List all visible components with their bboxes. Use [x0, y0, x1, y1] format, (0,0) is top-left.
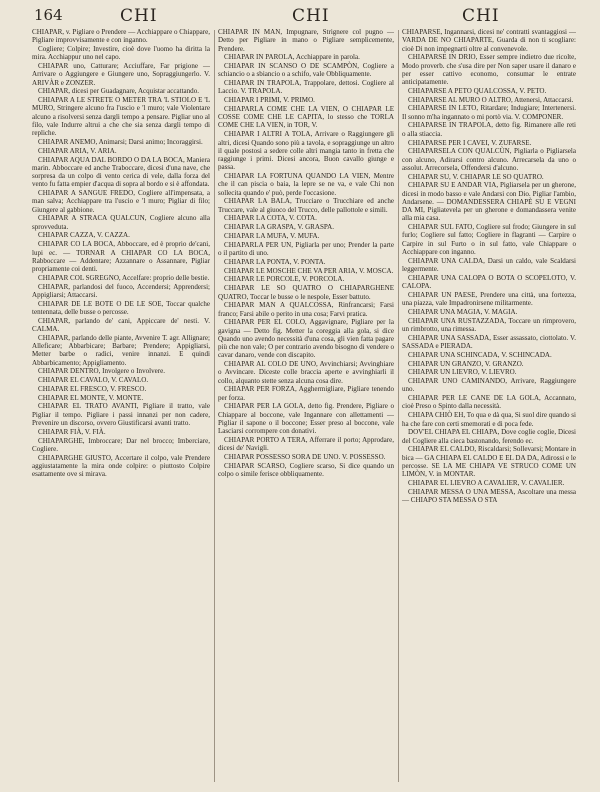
- dictionary-entry: CHIAPARSELA CON QUALCÙN, Pigliarla o Pigliarsela con alcuno, Adirarsi contro alcuno. Arrecarsela da uno o assolut. Arrecorsela, Offendersi d'alcuno.: [402, 147, 576, 172]
- dictionary-entry: CHIAPAR UN PAESE, Prendere una città, una fortezza, una piazza, vale Impadronirsene militarmente.: [402, 290, 576, 308]
- dictionary-entry: CHIAPAR SCARSO, Cogliere scarso, Si dice quando un colpo o simile ferisce obbliquamente.: [218, 461, 394, 479]
- dictionary-entry: CHIAPAR ANEMO, Animarsi; Darsi animo; Incoraggirsi.: [38, 137, 203, 146]
- dictionary-entry: CHIAPAR SUL FATO, Cogliere sul frodo; Giungere in sul furlo; Cogliere sul fatto; Cogliere in flagranti — Carpire o Carpire in sul Furto o in sul fatto, vale Chiappare o Acchiappare con inganno.: [402, 223, 576, 256]
- dictionary-entry: CHIAPAR I ALTRI A TOLA, Arrivare o Raggiungere gli altri, dicesi Quando sono più a tavola, e sopraggiunge un altro il quale postosi a sedere colle altri mangia tanto in fretta che raggiunge i primi. Dicesi ancora, Buon cavallo giunge e passa.: [218, 130, 394, 172]
- dictionary-entry: CHIAPAR LA GRASPA, V. GRASPA.: [224, 223, 334, 232]
- dictionary-entry: CHIAPAR POSSESSO SORA DE UNO. V. POSSESSO.: [224, 453, 386, 462]
- dictionary-entry: CHIAPAR DE LE BOTE O DE LE SOE, Toccar qualche tentennata, delle busse o percosse.: [32, 299, 210, 316]
- dictionary-entry: CHIAPAR LE SO QUATRO O CHIAPARGHENE QUATRO, Toccar le busse o le nespole, Esser battuto.: [218, 284, 394, 301]
- dictionary-entry: CHIAPAR, parlando de' cani, Appiccare de' nesti. V. CALMA.: [32, 316, 210, 333]
- dictionary-entry: CHIAPARSE AL MURO O ALTRO, Attenersi, Attaccarsi.: [408, 95, 574, 104]
- dictionary-entry: DOV'EL CHIAPA EL CHIAPA, Dove coglie coglie, Dicesi del Cogliere alla cieca bastonando, ferendo ec.: [402, 428, 576, 445]
- dictionary-entry: CHIAPAR AL COLO DE UNO, Avvinchiarsi; Avvinghiare o Avvincare. Diceste colle braccia aperte e avvinghiarli il collo, alquanto stette senza alcuna cosa dire.: [218, 360, 394, 385]
- dictionary-entry: CHIAPAR, dicesi per Guadagnare, Acquistar accattando.: [38, 87, 199, 96]
- dictionary-entry: CHIAPAR A STRACA QUALCUN, Cogliere alcuno alla sprovveduta.: [32, 214, 210, 231]
- column-right: [402, 28, 576, 784]
- dictionary-entry: CHIAPARLA PER UN, Pigliarla per uno; Prender la parte o il partito di uno.: [218, 240, 394, 258]
- running-head-right: CHI: [462, 6, 500, 26]
- dictionary-entry: CHIAPAR LA PONTA, V. PONTA.: [224, 257, 326, 266]
- dictionary-entry: CHIAPAR UNA CALOPA O BOTA O SCOPELOTO, V. CALOPA.: [402, 273, 576, 291]
- dictionary-entry: CHIAPAR MAN A QUALCOSSA, Rinfrancarsi; Farsi franco; Farsi abile o perito in una cosa; Farvi pratica.: [218, 301, 394, 318]
- dictionary-entry: CHIAPAR, v. Pigliare o Prendere — Acchiappare o Chiappare, Pigliare improvvisamente e con inganno.: [32, 28, 210, 45]
- running-head-left: CHI: [120, 6, 158, 26]
- dictionary-entry: CHIAPAR I PRIMI, V. PRIMO.: [224, 96, 315, 105]
- dictionary-entry: CHIAPAR PER LE CANE DE LA GOLA, Accannato, cioè Preso o Spinto dalla necessità.: [402, 394, 576, 411]
- dictionary-entry: CHIAPAR MESSA O UNA MESSA, Ascoltare una messa — CHIAPO STA MESSA O STA: [402, 487, 576, 504]
- dictionary-entry: CHIAPAR CO LA BOCA, Abboccare, ed è proprio de'cani, lupi ec. — TORNAR A CHIAPAR CO LA BOCA, Rabboccare — Addentare; Azzannare o Assannare, Pigliar propriamente coi denti.: [32, 240, 210, 274]
- dictionary-entry: CHIAPAR EL FRESCO, V. FRESCO.: [38, 384, 147, 393]
- dictionary-entry: CHIAPAR UN GRANZO, V. GRANZO.: [408, 359, 524, 368]
- dictionary-entry: CHIAPAR PER EL COLO, Aggavignare, Pigliare per la gavigna — Detto fig. Metter la coreggia alla gola, si dice Quando uno avendo necessità d'una cosa, gli vien fatta pagare più che non vale; O per contrario avendo bisogno di vendere o cavar danaro, vende con discapito.: [218, 318, 394, 360]
- dictionary-entry: CHIAPAR EL LIEVRO A CAVALIER, V. CAVALIER.: [408, 478, 565, 487]
- column-divider: [214, 30, 215, 782]
- running-head-center: CHI: [292, 6, 330, 26]
- dictionary-entry: CHIAPARSE PER I CAVEI, V. ZUFARSE.: [408, 138, 532, 147]
- dictionary-entry: CHIAPAR FIÀ, V. FIÀ.: [38, 427, 106, 436]
- dictionary-entry: CHIAPAR UNA SCHINCADA, V. SCHINCADA.: [408, 350, 552, 359]
- dictionary-entry: CHIAPAR LE PORCOLE, V. PORCOLA.: [224, 275, 345, 284]
- dictionary-entry: CHIAPAR SU E ANDAR VIA, Pigliarsela per un gherone, dicesi in modo basso e vale Andarsi con Dio. Pigliar l'ambio, Andarsene. — DOMANDESSERA CHIAPÈ SU E VEGNI DA MI, Pigliatevela per un gherone e domandassera venite alla mia casa.: [402, 181, 576, 223]
- dictionary-entry: CHIAPAR LA COTA, V. COTA.: [224, 214, 317, 223]
- dictionary-entry: CHIAPARSE IN DRIO, Esser sempre indietro due ricolte, Modo proverb. che s'usa dire per Non saper usare il danaro e per esser cattivo economo, consumar le entrate anticipatamente.: [402, 53, 576, 87]
- dictionary-entry: CHIAPARGHE GIUSTO, Accertare il colpo, vale Prendere aggiustatamente la mira onde colpire: o piuttosto Colpire esattamente ove si mirava.: [32, 453, 210, 479]
- dictionary-entry: CHIAPAR PER FORZA, Agghermigliare, Pigliare tenendo per forza.: [218, 385, 394, 402]
- column-middle: [218, 28, 394, 784]
- dictionary-entry: CHIAPAR, parlandosi del fuoco, Accendersi; Apprendersi; Appigliarsi; Attaccarsi.: [32, 282, 210, 299]
- dictionary-entry: CHIAPAR IN MAN, Impugnare, Strignere col pugno — Detto per Pigliare in mano o Pigliare semplicemente, Prendere.: [218, 28, 394, 53]
- dictionary-entry: CHIAPAR UNA RUSTAZZADA, Toccare un rimprovero, un rimbrotto, una rimessa.: [402, 316, 576, 333]
- dictionary-entry: CHIAPAR PER LA GOLA, detto fig. Prendere, Pigliare o Chiappare al boccone, vale Ingannare con allettamenti — Pigliar il sapone o il boccone; Esser preso al boccone, vale Lasciarsi corrompere con donativi.: [218, 402, 394, 436]
- dictionary-entry: CHIAPARSE IN TRAPOLA, detto fig. Rimanere alle reti o alla stiaccia.: [402, 121, 576, 138]
- dictionary-entry: CHIAPAR LA MUFA, V. MUFA.: [224, 232, 320, 241]
- dictionary-entry: CHIAPARGHE, Imbroccare; Dar nel brocco; Imberciare, Cogliere.: [32, 436, 210, 453]
- dictionary-entry: CHIAPAR AQUA DAL BORDO O DA LA BOCA, Maniera marin. Abboccare ed anche Traboccare, dicesi d'una nave, che sorpresa da un colpo di vento cerica di vele, dalla forza del vento fu fatta empier d'acqua di sopra al bordo e si è affondata.: [32, 155, 210, 189]
- dictionary-entry: CHIAPAR DENTRO, Involgere o Involvere.: [38, 367, 165, 376]
- dictionary-entry: CHIAPARSE A PETO QUALCOSSA, V. PETO.: [408, 86, 547, 95]
- dictionary-entry: CHIAPARSE IN LETO, Ritardare; Indugiare; Intertenersi. Il sonno m'ha ingannato o mi portò via. V. COMPONER.: [402, 104, 576, 121]
- dictionary-entry: CHIAPAR IN PAROLA, Acchiappare in parola.: [224, 53, 360, 62]
- dictionary-entry: CHIAPAR ARIA, V. ARIA.: [38, 146, 117, 155]
- dictionary-entry: CHIAPAR LA FORTUNA QUANDO LA VIEN, Mentre che il can piscia o baia, la lepre se ne va, e vale Chi non sollecita quando e' può, perde l'occasione.: [218, 172, 394, 197]
- dictionary-entry: CHIAPAR UNA CALDA, Darsi un caldo, vale Scaldarsi leggermente.: [402, 256, 576, 274]
- dictionary-entry: CHIAPAR LA BALA, Trucciare o Trucchiare ed anche Truccare, vale al giuoco del Trucco, delle pallottole e simili.: [218, 197, 394, 214]
- dictionary-entry: CHIAPAR UNO CAMINANDO, Arrivare, Raggiungere uno.: [402, 377, 576, 394]
- dictionary-entry: CHIAPAR PORTO A TERA, Afferrare il porto; Approdare, dicesi de' Navigli.: [218, 436, 394, 453]
- dictionary-entry: Cogliere; Colpire; Investire, cioè dove l'uomo ha diritta la mira. Acchiappur uno nel capo.: [32, 45, 210, 62]
- dictionary-entry: CHIAPAR UN LIEVRO, V. LIEVRO.: [408, 368, 517, 377]
- dictionary-entry: CHIAPAR A SANGUE FREDO, Cogliere all'impensata, a man salva; Acchiappare tra l'uscio e 'l muro; Pigliar di filo; Giungere al gabbione.: [32, 189, 210, 214]
- dictionary-entry: CHIAPAR A LE STRETE O METER TRA 'L STIOLO E 'L MURO, Stringere alcuno fra l'uscio e 'l muro; vale Violentare alcuno a risolversi senza dargli tempo a pensare. Pigliar uno al filo, vale Indurre altrui a che che sia senza dargli tempo di repliche.: [32, 96, 210, 138]
- column-left: [32, 28, 210, 784]
- dictionary-entry: CHIAPAR UNA MAGIA, V. MAGIA.: [408, 307, 518, 316]
- dictionary-entry: CHIAPAR EL CAVALO, V. CAVALO.: [38, 376, 149, 385]
- dictionary-entry: CHIAPAR uno, Catturare; Acciuffare, Far prigione — Arrivare o Aggiungere e Giungere uno, Sopraggiungerlo. V. ARIVÀR e ZONZER.: [32, 62, 210, 87]
- dictionary-entry: CHIAPA CHIÒ EH, To qua e dà qua, Si suol dire quando si ha che fare con certi smemorati e di poca fede.: [402, 411, 576, 428]
- dictionary-entry: CHIAPAR IN TRAPOLA, Trappolare, dettosi. Cogliere al Laccio. V. TRAPOLA.: [218, 79, 394, 96]
- dictionary-entry: CHIAPAR EL MONTE, V. MONTE.: [38, 393, 144, 402]
- dictionary-entry: CHIAPAR IN SCANSO O DE SCAMPÒN, Cogliere a schiancio o a sbiancio o a schifo, vale Obbliquamente.: [218, 62, 394, 79]
- dictionary-entry: CHIAPAR CAZZA, V. CAZZA.: [38, 231, 130, 240]
- dictionary-entry: CHIAPAR UNA SASSADA, Esser assassato, ciottolato. V. SASSADA e PIERADA.: [402, 333, 576, 350]
- dictionary-entry: CHIAPARLA COME CHE LA VIEN, O CHIAPAR LE COSSE COME CHE LE CAPITA, lo stesso che TORLA COME CHE LA VIEN, in TOR, V.: [218, 104, 394, 130]
- dictionary-entry: CHIAPAR LE MOSCHE CHE VA PER ARIA, V. MOSCA.: [224, 266, 394, 275]
- page-number: 164: [34, 6, 63, 24]
- dictionary-entry: CHIAPAR SU, V. CHIAPAR LE SO QUATRO.: [408, 172, 544, 181]
- dictionary-entry: CHIAPAR COL SGREGNO, Accelfare: proprio delle bestie.: [38, 273, 210, 282]
- dictionary-entry: CHIAPAR EL CALDO, Riscaldarsi; Sollevarsi; Montare in bica — GA CHIAPA EL CALDO E EL DA DA, Adirossi e le percosse. SE LA ME CHIAPA VE STRUCO COME UN LIMÒN, V. in MONTAR.: [402, 445, 576, 479]
- column-divider: [398, 30, 399, 782]
- dictionary-entry: CHIAPARSE, Ingannarsi, dicesi ne' contratti svantaggiosi — VARDA DE NO CHIAPARTE, Guarda di non ti scogliare: cioè Di non impegnarti oltre al convenevole.: [402, 28, 576, 53]
- dictionary-entry: CHIAPAR, parlando delle piante, Avvenire T. agr. Allignare; Alleficare; Abbarbicare; Barbare; Prendere; Appigliarsi, Metter barbe o radici, venire innanzi. E quindi Abbarbicamento; Appigliamento.: [32, 333, 210, 367]
- page-header: [0, 4, 600, 26]
- dictionary-entry: CHIAPAR EL TRATO AVANTI, Pigliare il tratto, vale Pigliar il tempo. Pigliare i passi innanzi per non cadere, Prevenire un discorso, ovvero Giustificarsi avanti tratto.: [32, 402, 210, 427]
